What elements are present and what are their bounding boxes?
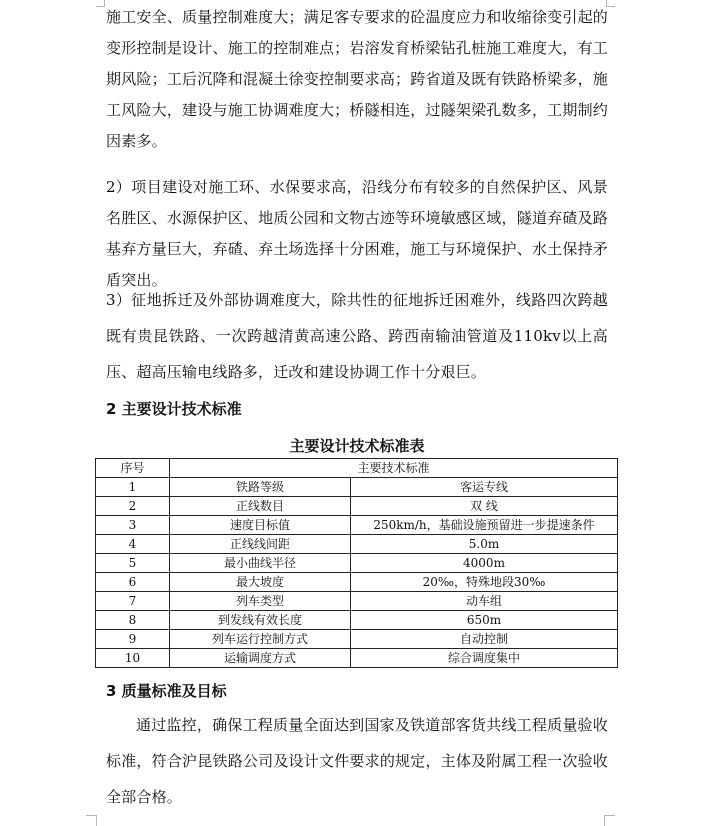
cell-number: 9 xyxy=(96,630,170,649)
heading-design-standards: 2 主要设计技术标准 xyxy=(106,400,242,418)
table-header-row xyxy=(96,459,618,478)
paragraph-quality-goal: 通过监控，确保工程质量全面达到国家及铁道部客货共线工程质量验收标准，符合沪昆铁路公司及设计文件要求的规定，主体及附属工程一次验收全部合格。 xyxy=(106,716,608,806)
header-main: 主要技术标准 xyxy=(170,459,618,478)
margin-mark-bottom-right xyxy=(604,815,615,826)
cell-number: 8 xyxy=(96,611,170,630)
table-row xyxy=(96,535,618,554)
cell-item: 速度目标值 xyxy=(170,516,351,535)
cell-value: 自动控制 xyxy=(351,630,618,649)
cell-number: 7 xyxy=(96,592,170,611)
cell-number: 5 xyxy=(96,554,170,573)
table-title: 主要设计技术标准表 xyxy=(289,437,425,455)
header-no: 序号 xyxy=(96,459,170,478)
cell-item: 列车类型 xyxy=(170,592,351,611)
cell-number: 6 xyxy=(96,573,170,592)
cell-item: 列车运行控制方式 xyxy=(170,630,351,649)
table-row xyxy=(96,630,618,649)
paragraph-construction-difficulty: 施工安全、质量控制难度大；满足客专要求的砼温度应力和收缩徐变引起的变形控制是设计、施工的控制难点；岩溶发育桥梁钻孔桩施工难度大，有工期风险；工后沉降和混凝土徐变控制要求高；跨省道及既有铁路桥梁多，施工风险大，建设与施工协调难度大；桥隧相连，过隧架梁孔数多，工期制约因素多。 xyxy=(106,8,608,150)
cell-number: 2 xyxy=(96,497,170,516)
cell-item: 铁路等级 xyxy=(170,478,351,497)
cell-value: 综合调度集中 xyxy=(351,649,618,668)
table-row xyxy=(96,497,618,516)
table-row xyxy=(96,611,618,630)
cell-item: 到发线有效长度 xyxy=(170,611,351,630)
table-row xyxy=(96,516,618,535)
cell-value: 4000m xyxy=(351,554,618,573)
margin-mark-bottom-left xyxy=(86,815,97,826)
cell-item: 运输调度方式 xyxy=(170,649,351,668)
cell-number: 4 xyxy=(96,535,170,554)
table-row xyxy=(96,649,618,668)
cell-value: 5.0m xyxy=(351,535,618,554)
cell-item: 最小曲线半径 xyxy=(170,554,351,573)
cell-value: 650m xyxy=(351,611,618,630)
margin-mark-top-left xyxy=(96,0,105,7)
cell-value: 双 线 xyxy=(351,497,618,516)
cell-number: 3 xyxy=(96,516,170,535)
table-row xyxy=(96,478,618,497)
cell-item: 正线数目 xyxy=(170,497,351,516)
heading-quality-standards: 3 质量标准及目标 xyxy=(106,682,227,700)
cell-value: 250km/h，基础设施预留进一步提速条件 xyxy=(351,516,618,535)
cell-value: 动车组 xyxy=(351,592,618,611)
table-row xyxy=(96,592,618,611)
cell-number: 10 xyxy=(96,649,170,668)
cell-value: 客运专线 xyxy=(351,478,618,497)
cell-item: 正线线间距 xyxy=(170,535,351,554)
cell-item: 最大坡度 xyxy=(170,573,351,592)
paragraph-land-acquisition: 3）征地拆迁及外部协调难度大，除共性的征地拆迁困难外，线路四次跨越既有贵昆铁路、一次跨越清黄高速公路、跨西南输油管道及110kv以上高压、超高压输电线路多，迁改和建设协调工作十分艰巨。 xyxy=(106,291,608,381)
cell-number: 1 xyxy=(96,478,170,497)
design-standards-table xyxy=(95,458,618,668)
cell-value: 20‰，特殊地段30‰ xyxy=(351,573,618,592)
table-row xyxy=(96,573,618,592)
table-row xyxy=(96,554,618,573)
paragraph-environmental-requirements: 2）项目建设对施工环、水保要求高，沿线分布有较多的自然保护区、风景名胜区、水源保护区、地质公园和文物古迹等环境敏感区域，隧道弃碴及路基弃方量巨大，弃碴、弃土场选择十分困难，施工与环境保护、水土保持矛盾突出。 xyxy=(106,178,608,289)
